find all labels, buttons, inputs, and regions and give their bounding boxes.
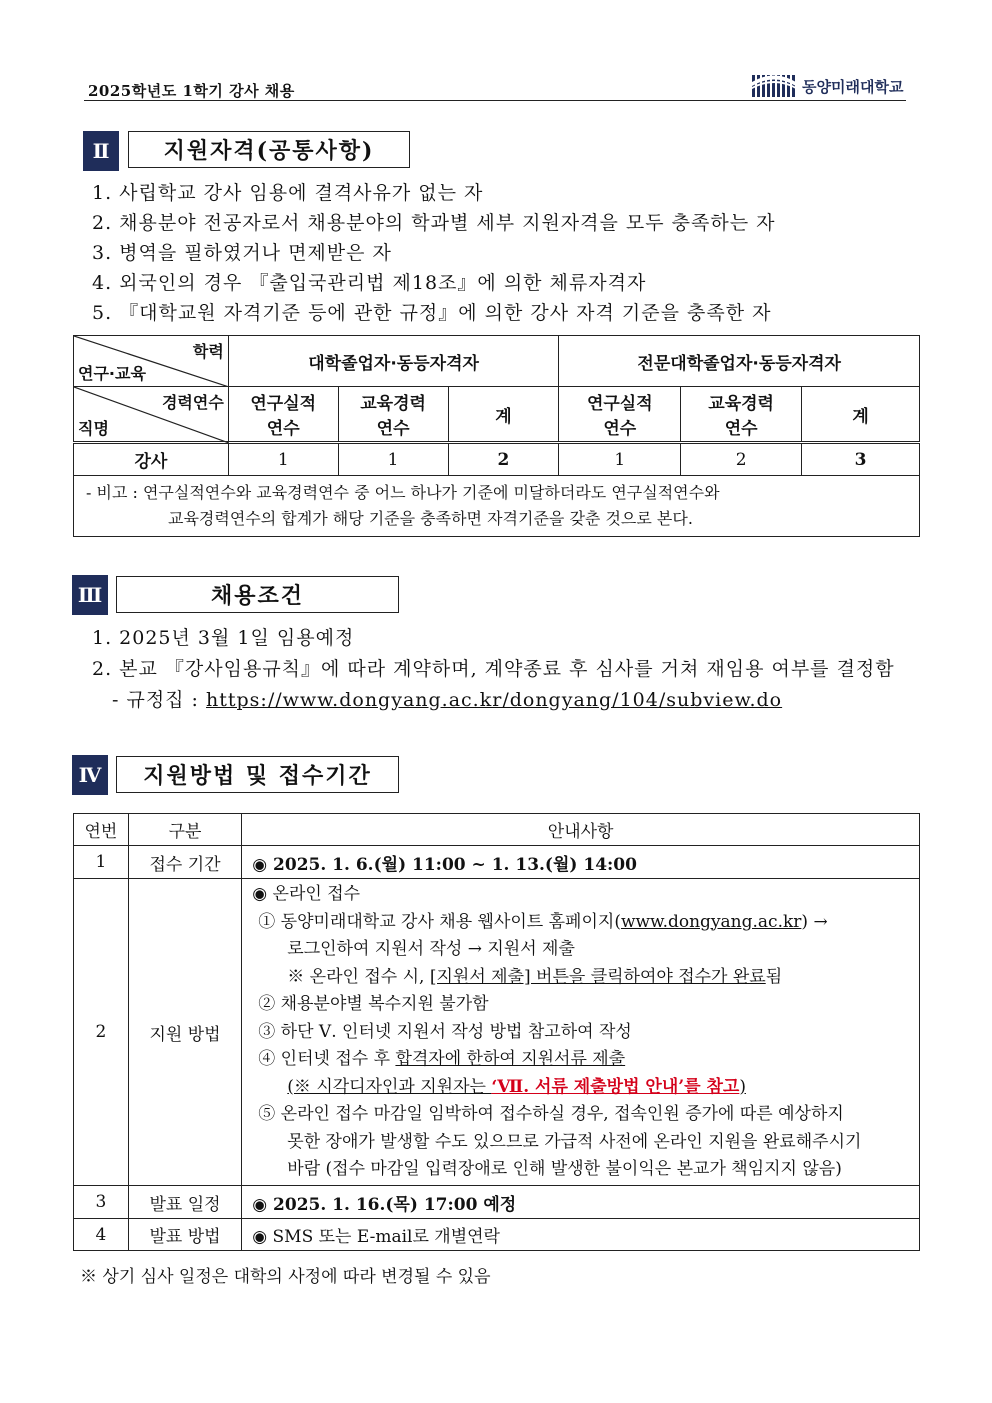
note-line-2: 교육경력연수의 합계가 해당 기준을 충족하면 자격기준을 갖춘 것으로 본다. (168, 509, 693, 528)
col-education-years-2: 교육경력 연수 (681, 387, 802, 443)
row-3-no: 3 (74, 1186, 129, 1219)
section-4-title: 지원방법 및 접수기간 (116, 756, 399, 793)
method-step-5-cont-1: 못한 장애가 발생할 수도 있으므로 가급적 사전에 온라인 지원을 완료해주시기 (287, 1131, 862, 1152)
method-step-5-cont-2: 바람 (접수 마감일 입력장애로 인해 발생한 불이익은 본교가 책임지지 않음) (287, 1159, 842, 1179)
row-1-label: 접수 기간 (128, 846, 241, 879)
row-1-text: ◉ 2025. 1. 6.(월) 11:00 ~ 1. 13.(월) 14:00 (242, 846, 920, 879)
row-4-label: 발표 방법 (128, 1219, 241, 1251)
header-rule (84, 100, 906, 101)
qualification-item-5: 5. 『대학교원 자격기준 등에 관한 규정』에 의한 강사 자격 기준을 충족한 자 (92, 302, 772, 324)
row-2-text (242, 879, 920, 1186)
row-1-no: 1 (74, 846, 129, 879)
value-total-1: 2 (448, 443, 559, 476)
value-education-2: 2 (681, 443, 802, 476)
section-3-title: 채용조건 (116, 576, 399, 613)
qualification-item-1: 1. 사립학교 강사 임용에 결격사유가 없는 자 (92, 182, 484, 204)
group-header-university: 대학졸업자·동등자격자 (228, 336, 559, 387)
note-line-1: - 비고 : 연구실적연수와 교육경력연수 중 어느 하나가 기준에 미달하더라도 연구실적연수와 (86, 483, 720, 502)
row-3-text: ◉ 2025. 1. 16.(목) 17:00 예정 (242, 1186, 920, 1219)
section-2-number: Ⅱ (83, 131, 119, 171)
header-no: 연번 (74, 814, 129, 846)
method-step-2: ② 채용분야별 복수지원 불가함 (258, 994, 489, 1014)
rule-book-line (112, 685, 782, 712)
table-corner-degree (74, 336, 229, 387)
rule-book-link[interactable]: https://www.dongyang.ac.kr/dongyang/104/subview.do (206, 689, 783, 711)
row-2-no: 2 (74, 879, 129, 1186)
col-total-2: 계 (802, 387, 920, 443)
method-online: ◉ 온라인 접수 (252, 884, 361, 904)
section-3-number: Ⅲ (72, 575, 108, 615)
row-4-text: ◉ SMS 또는 E-mail로 개별연락 (242, 1219, 920, 1251)
col-total-1: 계 (448, 387, 559, 443)
application-table (73, 813, 920, 1251)
row-3-label: 발표 일정 (128, 1186, 241, 1219)
condition-item-2: 2. 본교 『강사임용규칙』에 따라 계약하며, 계약종료 후 심사를 거쳐 재임용 여부를 결정함 (92, 658, 895, 680)
value-research-1: 1 (228, 443, 338, 476)
document-header-title: 2025학년도 1학기 강사 채용 (88, 82, 295, 100)
schedule-footnote: ※ 상기 심사 일정은 대학의 사정에 따라 변경될 수 있음 (80, 1267, 491, 1287)
homepage-link[interactable]: www.dongyang.ac.kr (620, 911, 802, 932)
method-step-5: ⑤ 온라인 접수 마감일 임박하여 접수하실 경우, 접속인원 증가에 따른 예상하지 (258, 1104, 844, 1124)
method-step-4: ④ 인터넷 접수 후 합격자에 한하여 지원서류 제출 (258, 1049, 626, 1069)
value-education-1: 1 (338, 443, 448, 476)
logo-text: 동양미래대학교 (802, 77, 904, 96)
logo-emblem-icon (752, 73, 796, 99)
section-4-number: Ⅳ (72, 755, 108, 795)
col-research-years-2: 연구실적 연수 (559, 387, 681, 443)
row-2-label: 지원 방법 (128, 879, 241, 1186)
university-logo (752, 72, 903, 100)
corner-label-research-education: 연구·교육 (78, 364, 146, 383)
row-label-lecturer: 강사 (74, 443, 229, 476)
qualification-item-3: 3. 병역을 필하였거나 면제받은 자 (92, 242, 392, 264)
section-2-title: 지원자격(공통사항) (128, 131, 410, 168)
col-research-years-1: 연구실적 연수 (228, 387, 338, 443)
method-step-4-note: (※ 시각디자인과 지원자는 ‘Ⅶ. 서류 제출방법 안내’를 참고) (287, 1076, 746, 1097)
method-step-1: ① 동양미래대학교 강사 채용 웹사이트 홈페이지(www.dongyang.ac.kr) → (258, 911, 828, 932)
group-header-college: 전문대학졸업자·동등자격자 (559, 336, 920, 387)
corner-label-career-years: 경력연수 (161, 393, 224, 412)
condition-item-1: 1. 2025년 3월 1일 임용예정 (92, 627, 355, 649)
method-step-1-cont: 로그인하여 지원서 작성 → 지원서 제출 (287, 939, 575, 959)
rule-book-label: - 규정집 : (112, 689, 207, 711)
qualification-item-2: 2. 채용분야 전공자로서 채용분야의 학과별 세부 지원자격을 모두 충족하는 자 (92, 212, 776, 234)
value-research-2: 1 (559, 443, 681, 476)
table-corner-career (74, 387, 229, 443)
corner-label-position: 직명 (78, 419, 109, 438)
method-step-1-note: ※ 온라인 접수 시, [지원서 제출] 버튼을 클릭하여야 접수가 완료됨 (287, 966, 783, 987)
row-4-no: 4 (74, 1219, 129, 1251)
table-note (74, 476, 920, 537)
col-education-years-1: 교육경력 연수 (338, 387, 448, 443)
header-category: 구분 (128, 814, 241, 846)
value-total-2: 3 (802, 443, 920, 476)
corner-label-degree: 학력 (192, 342, 224, 361)
method-step-3: ③ 하단 Ⅴ. 인터넷 지원서 작성 방법 참고하여 작성 (258, 1021, 632, 1042)
qualification-item-4: 4. 외국인의 경우 『출입국관리법 제18조』에 의한 체류자격자 (92, 272, 647, 294)
qualification-table (73, 335, 920, 537)
header-guide: 안내사항 (242, 814, 920, 846)
